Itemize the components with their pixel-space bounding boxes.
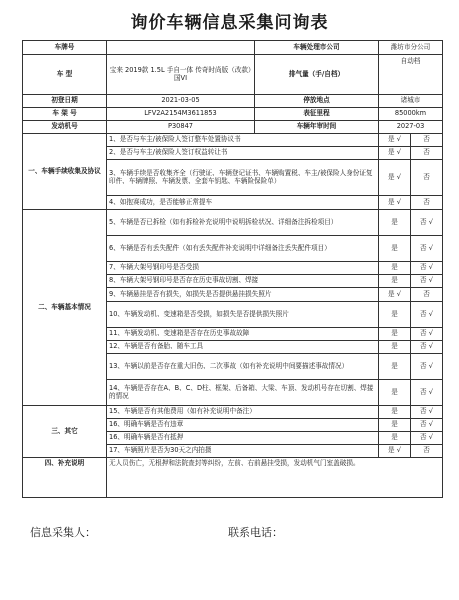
answer-no-4[interactable]: 否 [411, 196, 443, 210]
question-2: 2、是否与车主/被保险人签订权益转让书 [107, 147, 379, 160]
answer-no-2[interactable]: 否 [411, 147, 443, 160]
question-6: 6、车辆是否有丢失配件（如有丢失配件补充说明中详细备注丢失配件项目） [107, 236, 379, 262]
mileage-value: 85000km [379, 108, 443, 121]
answer-yes-16a[interactable]: 是 [379, 419, 411, 432]
answer-yes-8[interactable]: 是 [379, 275, 411, 288]
answer-no-8[interactable]: 否 √ [411, 275, 443, 288]
question-14: 14、车辆是否存在A、B、C、D柱、框架、后备箱、大梁、车顶、发动机号存在切割、焊接的情况 [107, 380, 379, 406]
answer-no-9[interactable]: 否 [411, 288, 443, 302]
question-9: 9、车辆悬挂是否有损失，如损失是否提供悬挂损失照片 [107, 288, 379, 302]
frame-value: LFV2A2154M3611853 [107, 108, 255, 121]
inspection-value: 2027-03 [379, 121, 443, 134]
section-documents: 一、车辆手续收集及协议 [23, 134, 107, 210]
handler-label: 车辆处理市公司 [255, 41, 379, 55]
answer-no-17[interactable]: 否 [411, 445, 443, 458]
displacement-value: 自动档 [379, 55, 443, 95]
displacement-label: 排气量（手/自档） [255, 55, 379, 95]
answer-yes-17[interactable]: 是 √ [379, 445, 411, 458]
question-3: 3、车辆手续是否收集齐全（行驶证、车辆登记证书、车辆购置税、车主/被保险人身份证复印件、车辆牌照、车辆发票、全套车钥匙、车辆险保险单） [107, 160, 379, 196]
question-10: 10、车辆发动机、变速箱是否受损，如损失是否提供损失照片 [107, 302, 379, 328]
answer-yes-7[interactable]: 是 [379, 262, 411, 275]
vehicle-no-label: 车牌号 [23, 41, 107, 55]
answer-yes-10[interactable]: 是 [379, 302, 411, 328]
question-12: 12、车辆是否有备胎、随车工具 [107, 341, 379, 354]
question-5: 5、车辆是否已拆检（如有拆检补充说明中说明拆检状况、详细备注拆检项目） [107, 210, 379, 236]
answer-yes-5[interactable]: 是 [379, 210, 411, 236]
inquiry-form-table [22, 40, 443, 498]
answer-no-11[interactable]: 否 √ [411, 328, 443, 341]
answer-no-1[interactable]: 否 [411, 134, 443, 147]
vehicle-no-value [107, 41, 255, 55]
question-17: 17、车辆照片是否为30天之内拍摄 [107, 445, 379, 458]
answer-no-14[interactable]: 否 √ [411, 380, 443, 406]
supplement-text[interactable]: 无人员伤亡，无根押和法院查封等纠纷，左前、右前悬挂受损，发动机气门室盖破损。 [107, 458, 443, 498]
engine-value: P30847 [107, 121, 255, 134]
answer-yes-2[interactable]: 是 √ [379, 147, 411, 160]
section-supplement: 四、补充说明 [23, 458, 107, 498]
answer-yes-13[interactable]: 是 [379, 354, 411, 380]
answer-no-10[interactable]: 否 √ [411, 302, 443, 328]
answer-no-16b[interactable]: 否 √ [411, 432, 443, 445]
question-7: 7、车辆大架号钢印号是否受损 [107, 262, 379, 275]
question-15: 15、车辆是否有其他费用（如有补充说明中备注） [107, 406, 379, 419]
reg-date-value: 2021-03-05 [107, 95, 255, 108]
answer-no-15[interactable]: 否 √ [411, 406, 443, 419]
answer-no-12[interactable]: 否 √ [411, 341, 443, 354]
answer-yes-12[interactable]: 是 [379, 341, 411, 354]
section-other: 三、其它 [23, 406, 107, 458]
answer-yes-1[interactable]: 是 √ [379, 134, 411, 147]
question-4: 4、如抱赛成功，是否能够正常提车 [107, 196, 379, 210]
handler-value: 潍坊市分公司 [379, 41, 443, 55]
answer-yes-15[interactable]: 是 [379, 406, 411, 419]
engine-label: 发动机号 [23, 121, 107, 134]
question-16a: 16、明确车辆是否有违章 [107, 419, 379, 432]
question-1: 1、是否与车主/被保险人签订整车处置协议书 [107, 134, 379, 147]
location-value: 诸城市 [379, 95, 443, 108]
question-8: 8、车辆大架号钢印号是否存在历史事故切割、焊接 [107, 275, 379, 288]
answer-no-3[interactable]: 否 [411, 160, 443, 196]
answer-no-5[interactable]: 否 √ [411, 210, 443, 236]
location-label: 停放地点 [255, 95, 379, 108]
model-value: 宝来 2019款 1.5L 手自一体 传奇时尚版（改款）国VI [107, 55, 255, 95]
answer-yes-6[interactable]: 是 [379, 236, 411, 262]
section-vehicle-condition: 二、车辆基本情况 [23, 210, 107, 406]
inspection-label: 车辆年审时间 [255, 121, 379, 134]
collector-label: 信息采集人： [30, 526, 96, 539]
phone-label: 联系电话： [228, 526, 283, 539]
question-16b: 16、明确车辆是否有抵押 [107, 432, 379, 445]
mileage-label: 表征里程 [255, 108, 379, 121]
answer-yes-4[interactable]: 是 √ [379, 196, 411, 210]
page-title: 询价车辆信息采集问询表 [130, 13, 329, 33]
answer-no-6[interactable]: 否 √ [411, 236, 443, 262]
answer-no-16a[interactable]: 否 √ [411, 419, 443, 432]
reg-date-label: 初登日期 [23, 95, 107, 108]
answer-yes-3[interactable]: 是 √ [379, 160, 411, 196]
answer-yes-11[interactable]: 是 [379, 328, 411, 341]
answer-no-13[interactable]: 否 √ [411, 354, 443, 380]
frame-label: 车 架 号 [23, 108, 107, 121]
question-13: 13、车辆以前是否存在重大旧伤、二次事故（如有补充说明中间要描述事故情况） [107, 354, 379, 380]
question-11: 11、车辆发动机、变速箱是否存在历史事故故障 [107, 328, 379, 341]
answer-no-7[interactable]: 否 √ [411, 262, 443, 275]
answer-yes-9[interactable]: 是 √ [379, 288, 411, 302]
model-label: 车 型 [23, 55, 107, 95]
answer-yes-16b[interactable]: 是 [379, 432, 411, 445]
answer-yes-14[interactable]: 是 [379, 380, 411, 406]
